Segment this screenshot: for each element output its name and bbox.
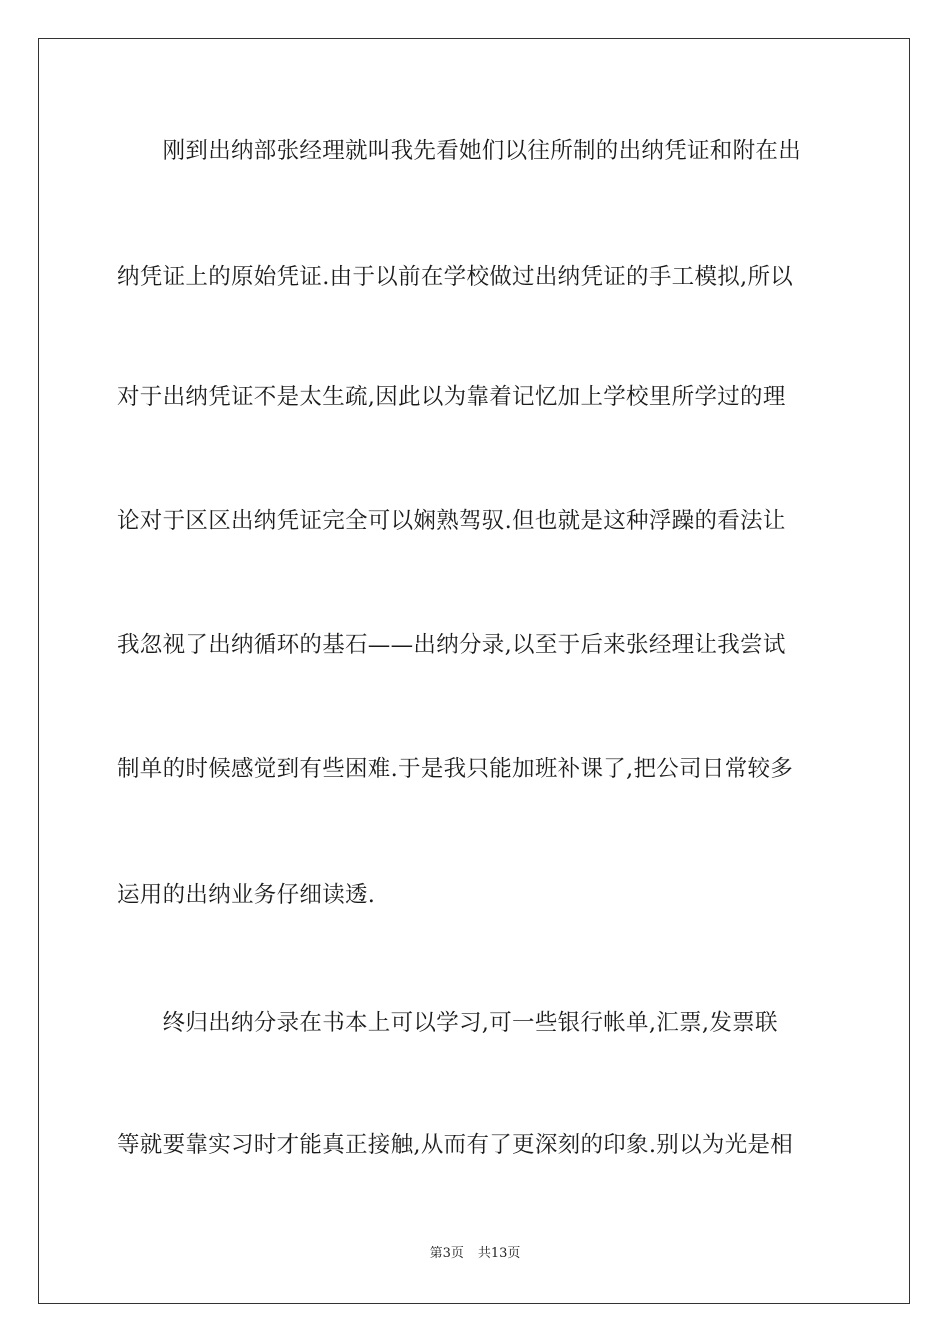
page-number: 第3页 (429, 1246, 464, 1261)
text-line: 对于出纳凭证不是太生疏,因此以为靠着记忆加上学校里所学过的理 (117, 384, 786, 410)
text-line: 我忽视了出纳循环的基石——出纳分录,以至于后来张经理让我尝试 (117, 632, 786, 658)
page-border (38, 38, 910, 1304)
text-line: 刚到出纳部张经理就叫我先看她们以往所制的出纳凭证和附在出 (117, 138, 802, 164)
text-line: 制单的时候感觉到有些困难.于是我只能加班补课了,把公司日常较多 (117, 756, 794, 782)
text-line: 终归出纳分录在书本上可以学习,可一些银行帐单,汇票,发票联 (117, 1010, 778, 1036)
page-total: 共13页 (477, 1246, 521, 1261)
text-line: 论对于区区出纳凭证完全可以娴熟驾驭.但也就是这种浮躁的看法让 (117, 508, 786, 534)
text-line: 运用的出纳业务仔细读透. (117, 882, 376, 908)
text-line: 纳凭证上的原始凭证.由于以前在学校做过出纳凭证的手工模拟,所以 (117, 264, 794, 290)
text-line: 等就要靠实习时才能真正接触,从而有了更深刻的印象.别以为光是相 (117, 1132, 794, 1158)
page-footer (0, 1246, 950, 1262)
